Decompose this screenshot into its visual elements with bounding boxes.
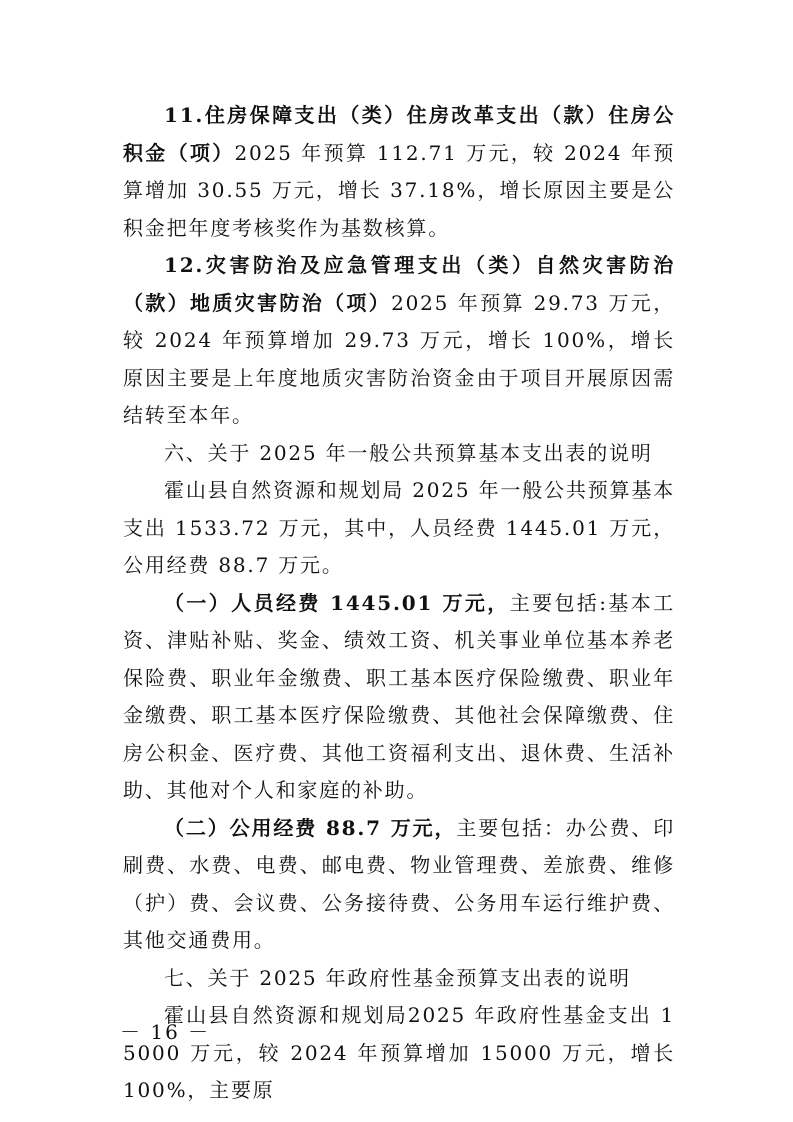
paragraph-text: 2025 年预算 112.71 万元，较 2024 年预算增加 30.55 万元，增长 37.18%，增长原因主要是公积金把年度考核奖作为基数核算。 bbox=[123, 140, 676, 240]
paragraph-government-fund: 霍山县自然资源和规划局2025 年政府性基金支出 15000 万元，较 2024 年预算增加 15000 万元，增长 100%，主要原 bbox=[123, 1003, 675, 1102]
section-heading-government-fund: 七、关于 2025 年政府性基金预算支出表的说明 bbox=[164, 965, 631, 990]
paragraph-text: 主要包括:基本工资、津贴补贴、奖金、绩效工资、机关事业单位基本养老保险费、职业年金缴费、职工基本医疗保险缴费、职业年金缴费、职工基本医疗保险缴费、其他社会保障缴费、住房公积金、医疗费、其他工资福利支出、退休费、生活补助、其他对个人和家庭的补助。 bbox=[123, 590, 675, 802]
paragraph-text: 主要包括：办公费、印刷费、水费、电费、邮电费、物业管理费、差旅费、维修（护）费、会议费、公务接待费、公务用车运行维护费、其他交通费用。 bbox=[123, 815, 676, 952]
paragraph-disaster-prevention bbox=[123, 247, 675, 435]
paragraph-public-funds bbox=[123, 810, 675, 960]
paragraph-text: 2025 年预算 29.73 万元，较 2024 年预算增加 29.73 万元，增长 100%，增长原因主要是上年度地质灾害防治资金由于项目开展原因需结转至本年。 bbox=[123, 290, 675, 427]
paragraph-heading: （一）人员经费 1445.01 万元， bbox=[164, 590, 510, 615]
section-heading-basic-expenditure: 六、关于 2025 年一般公共预算基本支出表的说明 bbox=[164, 440, 653, 465]
paragraph-heading: 12.灾害防治及应急管理支出（类）自然灾害防治（款）地质灾害防治（项） bbox=[123, 253, 675, 315]
paragraph-heading: （二）公用经费 88.7 万元， bbox=[164, 815, 457, 840]
page-number: － 16 － bbox=[120, 1020, 211, 1044]
paragraph-housing-fund bbox=[123, 97, 675, 247]
paragraph-personnel-funds bbox=[123, 585, 675, 810]
paragraph-basic-expenditure: 霍山县自然资源和规划局 2025 年一般公共预算基本支出 1533.72 万元，其中，人员经费 1445.01 万元，公用经费 88.7 万元。 bbox=[123, 478, 675, 577]
page-content bbox=[123, 97, 675, 1110]
paragraph-heading: 11.住房保障支出（类）住房改革支出（款）住房公积金（项） bbox=[123, 103, 675, 165]
